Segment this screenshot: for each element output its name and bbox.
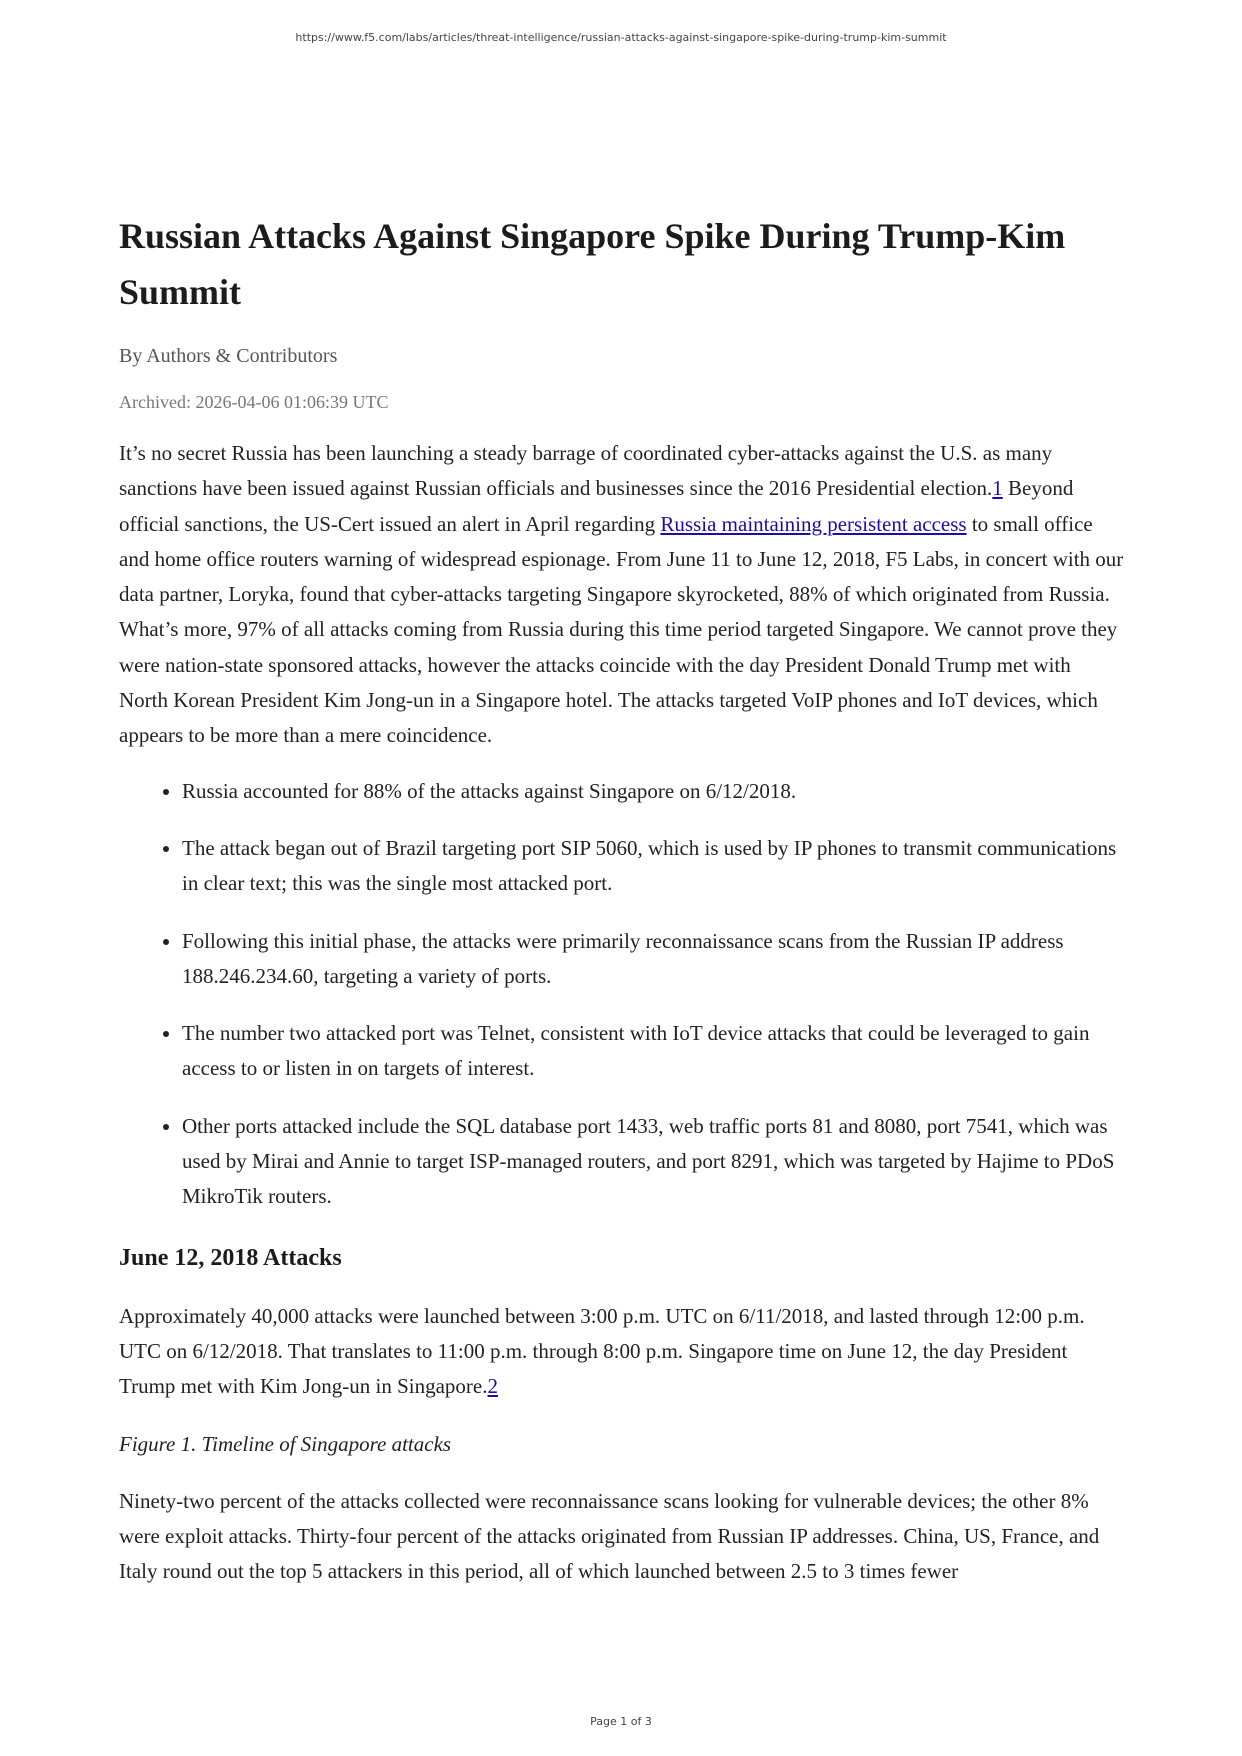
- recon-paragraph: Ninety-two percent of the attacks collected were reconnaissance scans looking for vulnerable devices; the other 8% were exploit attacks. Thirty-four percent of the attacks originated from Russian IP addresses. China, US, France, and Italy round out the top 5 attackers in this period, all of which launched between 2.5 to 3 times fewer: [119, 1488, 1100, 1584]
- section-heading: June 12, 2018 Attacks: [119, 1244, 342, 1271]
- article-title: Russian Attacks Against Singapore Spike During Trump-Kim Summit: [119, 216, 1066, 312]
- intro-paragraph: [119, 436, 1124, 754]
- figure-caption: Figure 1. Timeline of Singapore attacks: [119, 1431, 452, 1456]
- intro-text-2: Beyond official sanctions, the US-Cert issued an alert in April regarding: [119, 476, 1074, 536]
- footnote-1-link[interactable]: 1: [992, 476, 1003, 501]
- attacks-text: Approximately 40,000 attacks were launched between 3:00 p.m. UTC on 6/11/2018, and lasted through 12:00 p.m. UTC on 6/12/2018. That translates to 11:00 p.m. through 8:00 p.m. Singapore time on June 12, the day President Trump met with Kim Jong-un in Singapore.: [119, 1303, 1085, 1399]
- list-item: • The number two attacked port was Telnet, consistent with IoT device attacks that could be leveraged to gain access to or listen in on targets of interest.: [182, 1016, 1124, 1087]
- key-findings-list: [119, 774, 1124, 1215]
- page-url-header: https://www.f5.com/labs/articles/threat-intelligence/russian-attacks-against-singapore-spike-during-trump-kim-summit: [295, 31, 947, 44]
- footnote-2-link[interactable]: 2: [487, 1374, 498, 1399]
- attacks-paragraph: [119, 1299, 1124, 1405]
- article-byline: By Authors & Contributors: [119, 345, 338, 367]
- list-item: • Russia accounted for 88% of the attacks against Singapore on 6/12/2018.: [182, 774, 1124, 809]
- page-number: Page 1 of 3: [590, 1715, 652, 1728]
- article: [119, 208, 1124, 1590]
- intro-text-3: to small office and home office routers warning of widespread espionage. From June 11 to June 12, 2018, F5 Labs, in concert with our data partner, Loryka, found that cyber-attacks targeting Singapore skyrocketed, 88% of which originated from Russia. What’s more, 97% of all attacks coming from Russia during this time period targeted Singapore. We cannot prove they were nation-state sponsored attacks, however the attacks coincide with the day President Donald Trump met with North Korean President Kim Jong-un in a Singapore hotel. The attacks targeted VoIP phones and IoT devices, which appears to be more than a mere coincidence.: [119, 511, 1124, 748]
- russia-persistent-access-link[interactable]: Russia maintaining persistent access: [660, 511, 967, 536]
- list-item: • Other ports attacked include the SQL database port 1433, web traffic ports 81 and 8080, port 7541, which was used by Mirai and Annie to target ISP-managed routers, and port 8291, which was targeted by Hajime to PDoS MikroTik routers.: [182, 1109, 1124, 1215]
- list-item: • Following this initial phase, the attacks were primarily reconnaissance scans from the Russian IP address 188.246.234.60, targeting a variety of ports.: [182, 924, 1124, 995]
- intro-text-1: It’s no secret Russia has been launching a steady barrage of coordinated cyber-attacks against the U.S. as many sanctions have been issued against Russian officials and businesses since the 2016 Presidential election.: [119, 441, 1053, 501]
- list-item: • The attack began out of Brazil targeting port SIP 5060, which is used by IP phones to transmit communications in clear text; this was the single most attacked port.: [182, 831, 1124, 902]
- archived-timestamp: Archived: 2026-04-06 01:06:39 UTC: [119, 392, 389, 412]
